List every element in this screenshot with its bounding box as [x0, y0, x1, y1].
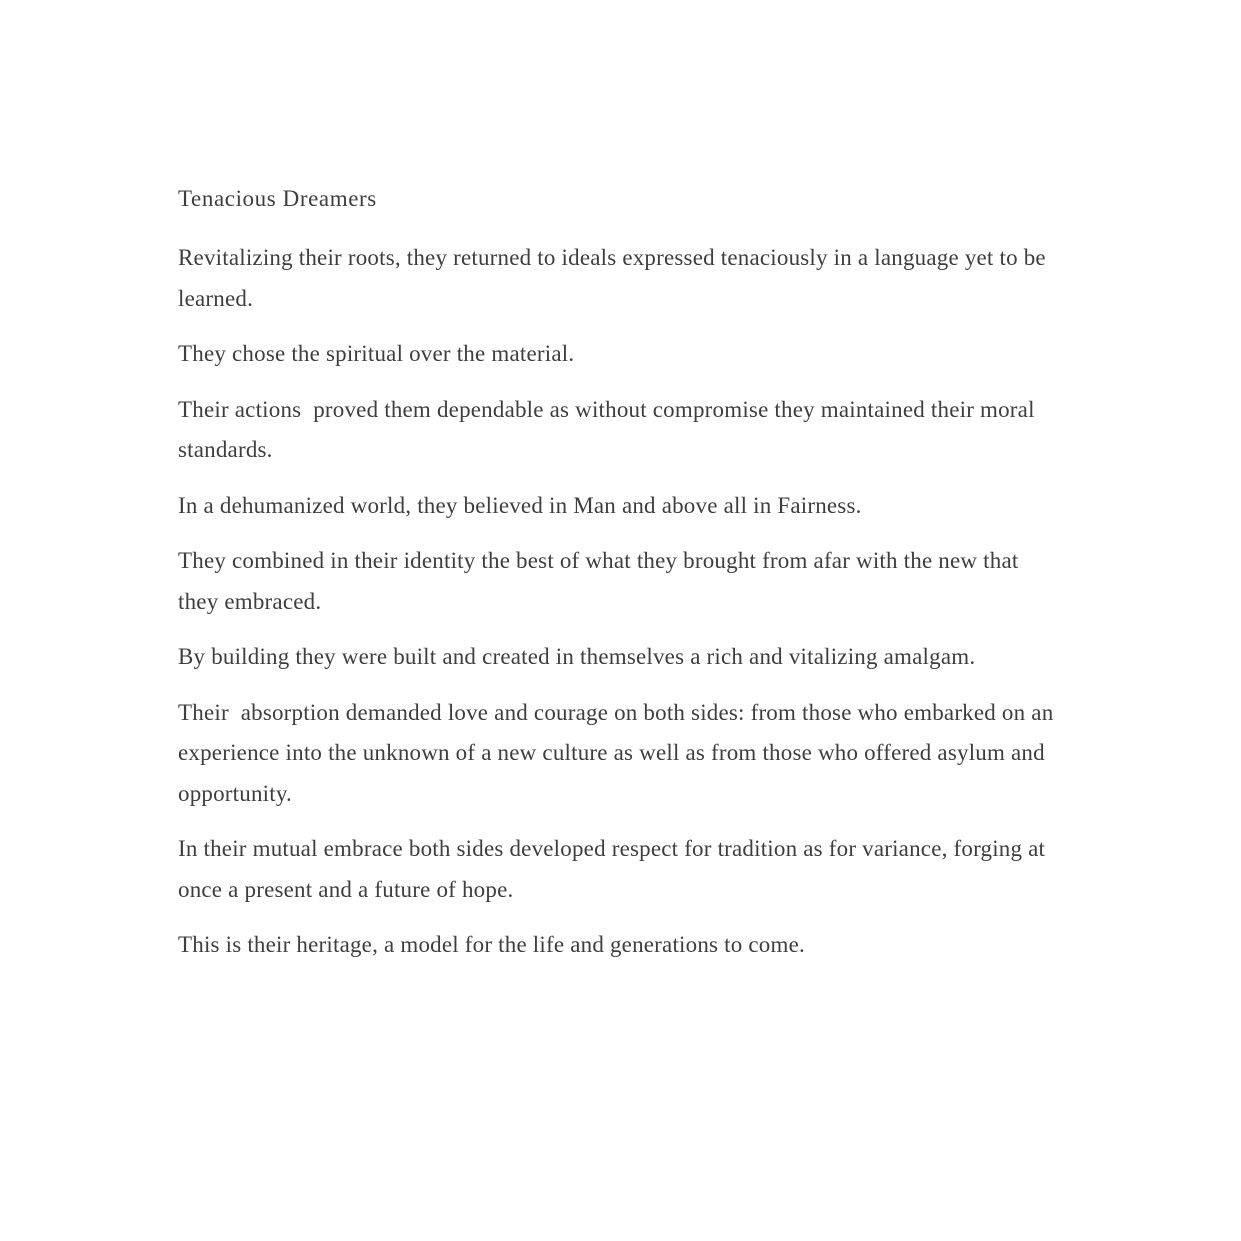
paragraph: In their mutual embrace both sides developed respect for tradition as for variance, forging at once a present and a future of hope.	[178, 836, 1052, 902]
paragraph: Their absorption demanded love and courage on both sides: from those who embarked on an experience into the unknown of a new culture as well as from those who offered asylum and opportunity.	[178, 699, 1060, 806]
paragraph: Revitalizing their roots, they returned to ideals expressed tenaciously in a language yet to be learned.	[178, 245, 1052, 311]
paragraph: They chose the spiritual over the material.	[178, 341, 575, 366]
paragraph: In a dehumanized world, they believed in Man and above all in Fairness.	[178, 492, 862, 518]
paragraph: They combined in their identity the best of what they brought from afar with the new that they embraced.	[178, 548, 1025, 614]
paragraph: By building they were built and created in themselves a rich and vitalizing amalgam.	[178, 644, 976, 669]
paragraph: Their actions proved them dependable as without compromise they maintained their moral standards.	[178, 396, 1041, 462]
document-title: Tenacious Dreamers	[178, 186, 377, 211]
paragraph: This is their heritage, a model for the life and generations to come.	[178, 932, 805, 957]
